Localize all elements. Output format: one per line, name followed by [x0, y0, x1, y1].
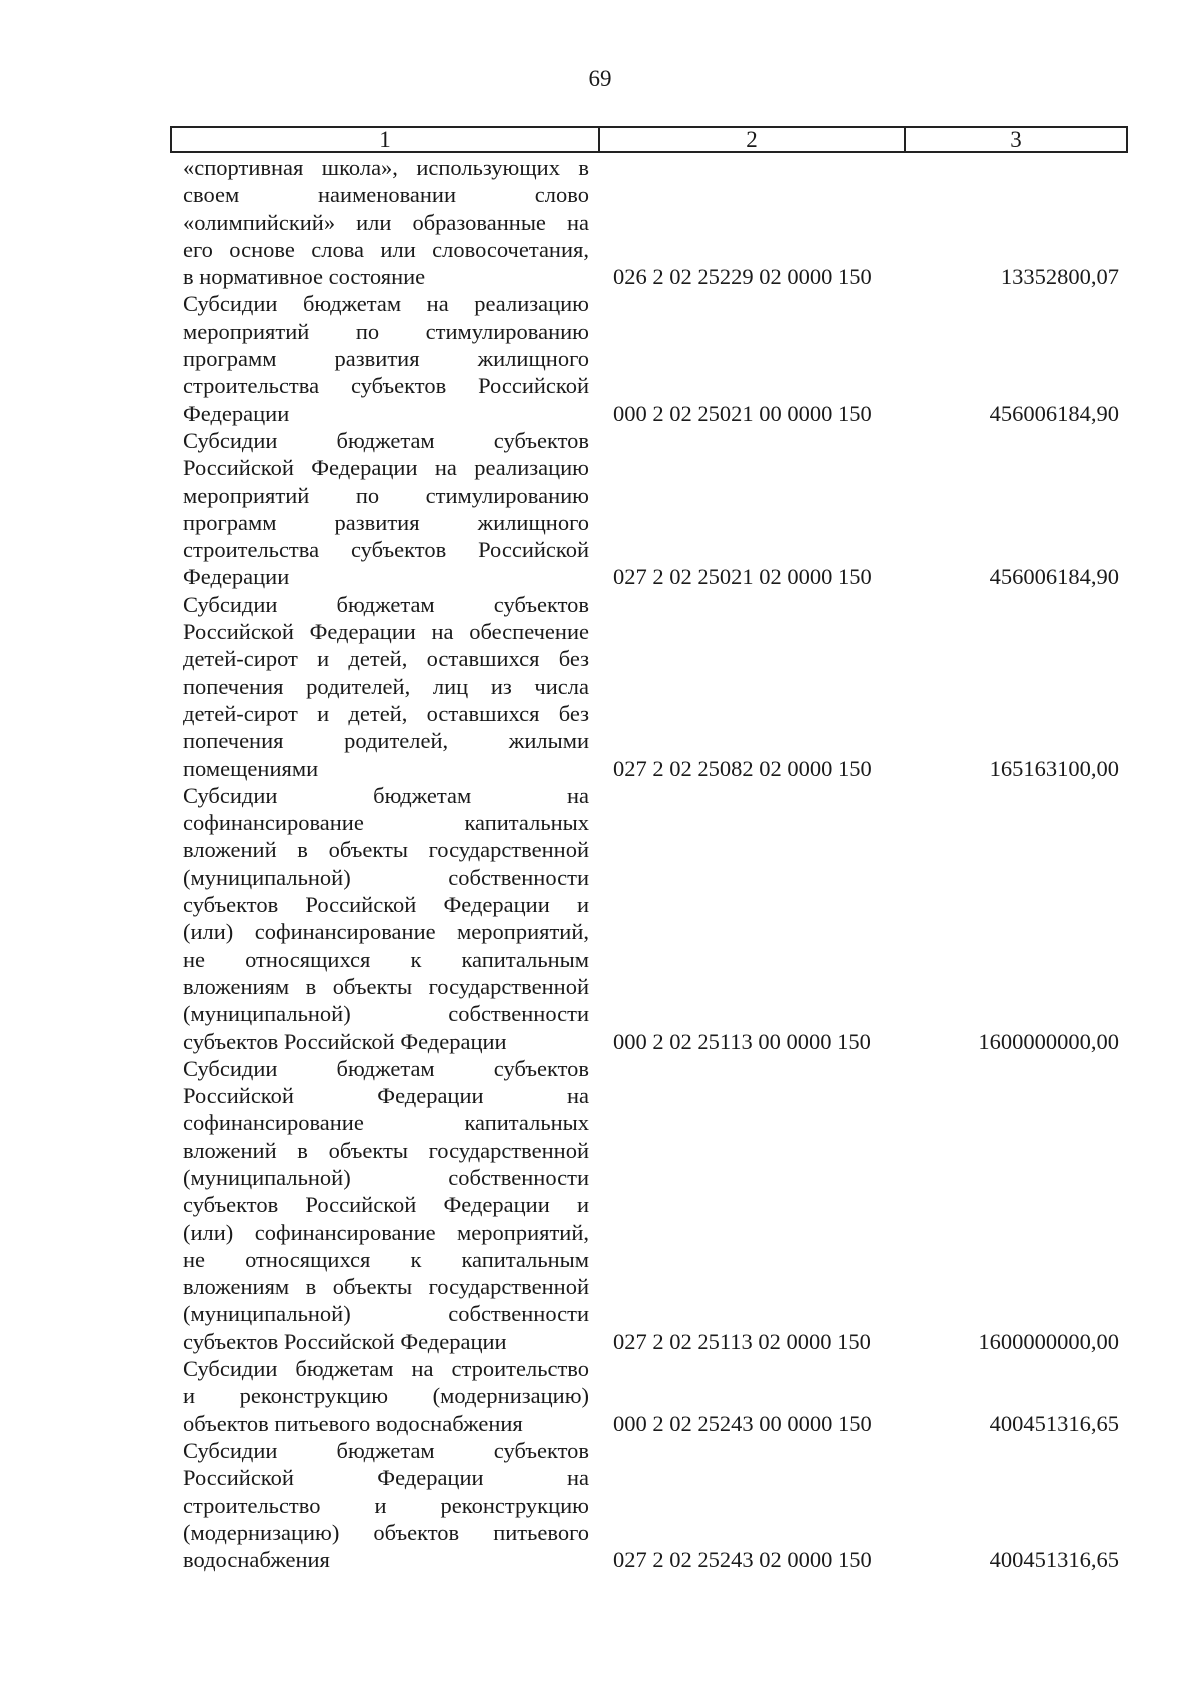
budget-code: 027 2 02 25082 02 0000 150 [613, 755, 872, 781]
description-line: Российской Федерации на [183, 1083, 589, 1109]
page-number: 69 [588, 66, 612, 91]
table-row [0, 591, 1200, 782]
amount-value: 456006184,90 [989, 400, 1119, 426]
budget-code: 000 2 02 25021 00 0000 150 [613, 400, 872, 426]
budget-code: 027 2 02 25243 02 0000 150 [613, 1547, 872, 1573]
description-line: не относящихся к капитальным [183, 1246, 589, 1272]
description-line: субъектов Российской Федерации [183, 1028, 507, 1054]
description-line: вложениям в объекты государственной [183, 973, 589, 999]
description-line: вложений в объекты государственной [183, 1137, 589, 1163]
description-line: помещениями [183, 755, 319, 781]
amount-value: 1600000000,00 [978, 1028, 1119, 1054]
description-line: Субсидии бюджетам субъектов [183, 591, 589, 617]
row-description [183, 1355, 589, 1437]
description-line: Федерации [183, 400, 290, 426]
description-line: (или) софинансирование мероприятий, [183, 1219, 589, 1245]
amount-value: 13352800,07 [1000, 264, 1119, 290]
row-description [183, 290, 589, 426]
header-col-2: 2 [600, 128, 906, 151]
description-line: строительства субъектов Российской [183, 373, 589, 399]
description-line: субъектов Российской Федерации и [183, 892, 589, 918]
amount-value: 1600000000,00 [978, 1328, 1119, 1354]
amount-value: 400451316,65 [989, 1547, 1119, 1573]
description-line: своем наименовании слово [183, 182, 589, 208]
row-description [183, 154, 589, 290]
description-line: мероприятий по стимулированию [183, 318, 589, 344]
description-line: вложений в объекты государственной [183, 837, 589, 863]
description-line: Субсидии бюджетам субъектов [183, 427, 589, 453]
description-line: вложениям в объекты государственной [183, 1274, 589, 1300]
description-line: Субсидии бюджетам субъектов [183, 1055, 589, 1081]
description-line: софинансирование капитальных [183, 810, 589, 836]
description-line: (муниципальной) собственности [183, 1001, 589, 1027]
description-line: и реконструкцию (модернизацию) [183, 1383, 589, 1409]
row-description [183, 782, 589, 1055]
header-col-1: 1 [172, 128, 600, 151]
amount-value: 165163100,00 [989, 755, 1119, 781]
description-line: не относящихся к капитальным [183, 946, 589, 972]
description-line: (муниципальной) собственности [183, 864, 589, 890]
description-line: Российской Федерации на реализацию [183, 455, 589, 481]
budget-code: 027 2 02 25021 02 0000 150 [613, 564, 872, 590]
table-row [0, 290, 1200, 426]
description-line: «спортивная школа», использующих в [183, 155, 589, 180]
description-line: программ развития жилищного [183, 509, 589, 535]
description-line: Российской Федерации на обеспечение [183, 619, 589, 645]
description-line: «олимпийский» или образованные на [183, 209, 589, 235]
description-line: Российской Федерации на [183, 1465, 589, 1491]
table-row [0, 782, 1200, 1055]
row-description [183, 591, 589, 782]
budget-code: 000 2 02 25243 00 0000 150 [613, 1410, 872, 1436]
description-line: субъектов Российской Федерации [183, 1328, 507, 1354]
amount-value: 456006184,90 [989, 564, 1119, 590]
table-header [170, 126, 1128, 153]
table-row [0, 1437, 1200, 1573]
header-col-3: 3 [1010, 127, 1022, 152]
description-line: Федерации [183, 564, 290, 590]
table-row [0, 427, 1200, 591]
description-line: программ развития жилищного [183, 346, 589, 372]
description-line: в нормативное состояние [183, 264, 426, 290]
description-line: субъектов Российской Федерации и [183, 1192, 589, 1218]
table-row [0, 154, 1200, 290]
table-body [0, 154, 1200, 1573]
description-line: (модернизацию) объектов питьевого [183, 1519, 589, 1545]
description-line: попечения родителей, жилыми [183, 728, 589, 754]
description-line: его основе слова или словосочетания, [183, 236, 589, 262]
amount-value: 400451316,65 [989, 1410, 1119, 1436]
description-line: (муниципальной) собственности [183, 1164, 589, 1190]
description-line: мероприятий по стимулированию [183, 482, 589, 508]
description-line: софинансирование капитальных [183, 1110, 589, 1136]
description-line: детей-сирот и детей, оставшихся без [183, 646, 589, 672]
table-row [0, 1055, 1200, 1355]
row-description [183, 1437, 589, 1573]
budget-code: 026 2 02 25229 02 0000 150 [613, 264, 872, 290]
description-line: (или) софинансирование мероприятий, [183, 919, 589, 945]
description-line: попечения родителей, лиц из числа [183, 673, 589, 699]
description-line: Субсидии бюджетам на [183, 782, 589, 808]
description-line: строительства субъектов Российской [183, 537, 589, 563]
row-description [183, 1055, 589, 1355]
description-line: Субсидии бюджетам субъектов [183, 1437, 589, 1463]
description-line: Субсидии бюджетам на строительство [183, 1356, 589, 1382]
row-description [183, 427, 589, 591]
description-line: строительство и реконструкцию [183, 1492, 589, 1518]
budget-code: 027 2 02 25113 02 0000 150 [613, 1328, 871, 1354]
description-line: детей-сирот и детей, оставшихся без [183, 700, 589, 726]
description-line: Субсидии бюджетам на реализацию [183, 291, 589, 317]
description-line: объектов питьевого водоснабжения [183, 1410, 523, 1436]
budget-code: 000 2 02 25113 00 0000 150 [613, 1028, 871, 1054]
table-row [0, 1355, 1200, 1437]
description-line: водоснабжения [183, 1547, 330, 1573]
description-line: (муниципальной) собственности [183, 1301, 589, 1327]
